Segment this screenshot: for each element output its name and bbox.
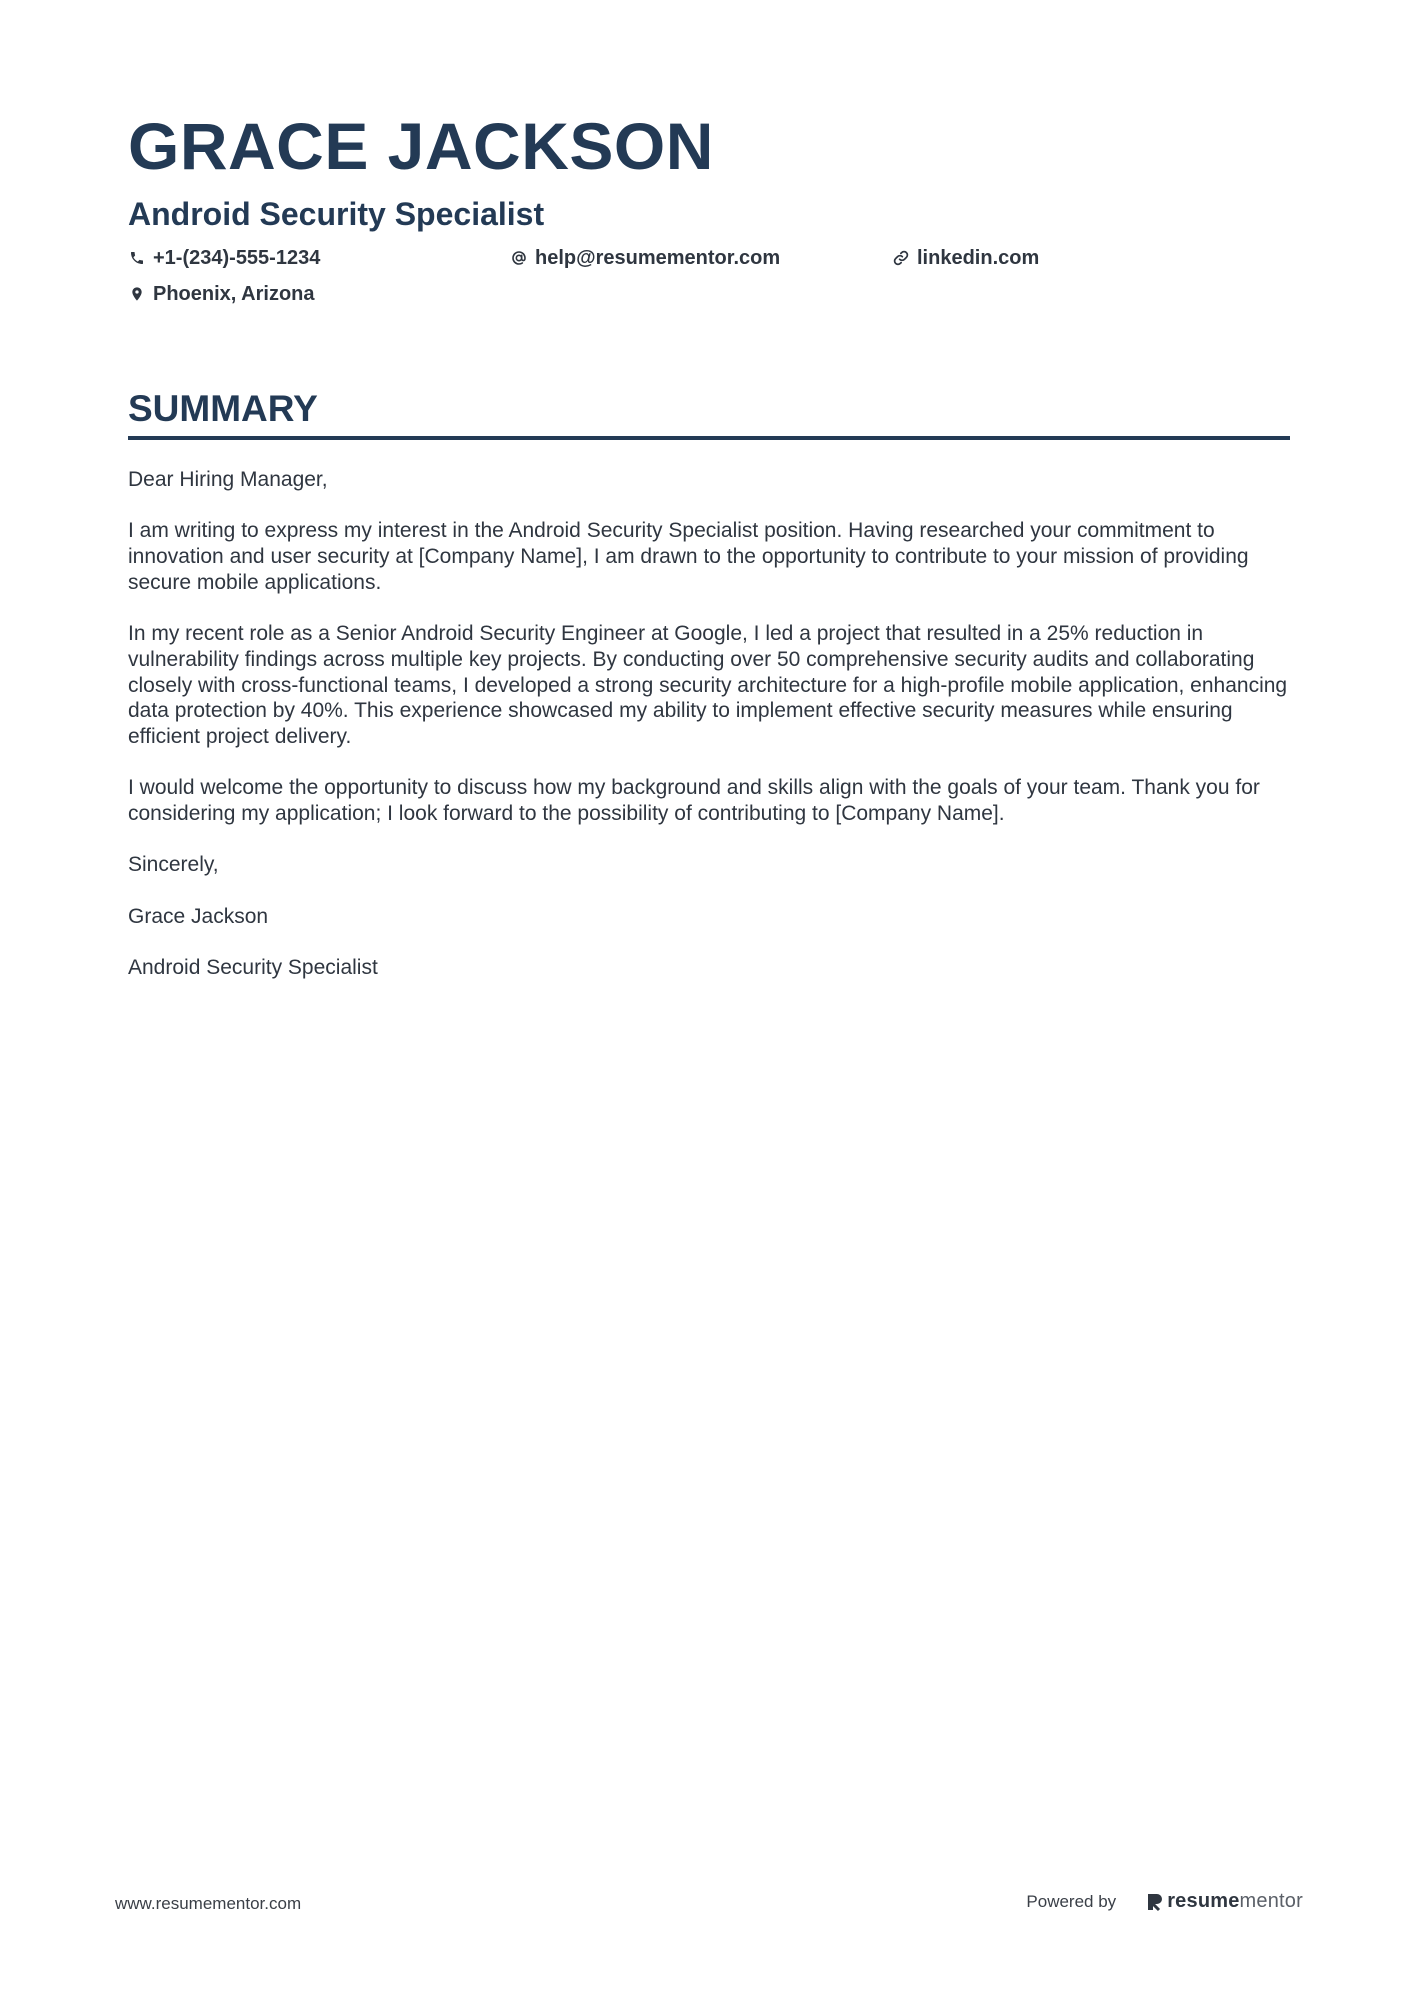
contact-list	[128, 244, 1288, 308]
letter-body	[128, 467, 1290, 981]
job-title: Android Security Specialist	[128, 196, 545, 232]
header	[128, 104, 1288, 308]
location-value: Phoenix, Arizona	[153, 283, 315, 305]
email-value: help@resumementor.com	[535, 247, 781, 269]
phone-value: +1-(234)-555-1234	[153, 247, 321, 269]
closing: Sincerely,	[128, 853, 219, 877]
map-pin-icon	[128, 285, 146, 303]
footer-website[interactable]: www.resumementor.com	[115, 1894, 302, 1913]
candidate-name: GRACE JACKSON	[128, 109, 714, 183]
phone-icon	[128, 249, 146, 267]
resumementor-logo[interactable]	[1146, 1890, 1303, 1913]
powered-by-label: Powered by	[1026, 1891, 1117, 1911]
signature-title: Android Security Specialist	[128, 956, 378, 980]
footer-branding	[1026, 1890, 1303, 1913]
contact-website	[892, 244, 1274, 272]
section-divider	[128, 436, 1290, 440]
brand-mark-icon	[1146, 1892, 1164, 1912]
section-heading: SUMMARY	[128, 388, 318, 429]
contact-phone	[128, 244, 510, 272]
at-icon	[510, 249, 528, 267]
paragraph: I would welcome the opportunity to discuss how my background and skills align with the goals of your team. Thank you for considering my application; I look forward to the possibility of contributing to [Company Name].	[128, 776, 1260, 826]
greeting: Dear Hiring Manager,	[128, 468, 328, 491]
paragraph: In my recent role as a Senior Android Security Engineer at Google, I led a project that resulted in a 25% reduction in vulnerability findings across multiple key projects. By conducting over 50 comprehensive security audits and collaborating closely with cross-functional teams, I developed a strong security architecture for a high-profile mobile application, enhancing data protection by 40%. This experience showcased my ability to implement effective security measures while ensuring efficient project delivery.	[128, 622, 1288, 748]
brand-text-light: mentor	[1239, 1890, 1303, 1912]
link-icon	[892, 249, 910, 267]
signature-name: Grace Jackson	[128, 904, 269, 928]
summary-section	[128, 386, 1290, 1007]
paragraph: I am writing to express my interest in the Android Security Specialist position. Having researched your commitment to innovation and user security at [Company Name], I am drawn to the opportunity to contribute to your mission of providing secure mobile applications.	[128, 519, 1249, 594]
contact-location	[128, 280, 510, 308]
brand-text-bold: resume	[1167, 1890, 1240, 1912]
contact-email	[510, 244, 892, 272]
website-value: linkedin.com	[917, 247, 1040, 269]
